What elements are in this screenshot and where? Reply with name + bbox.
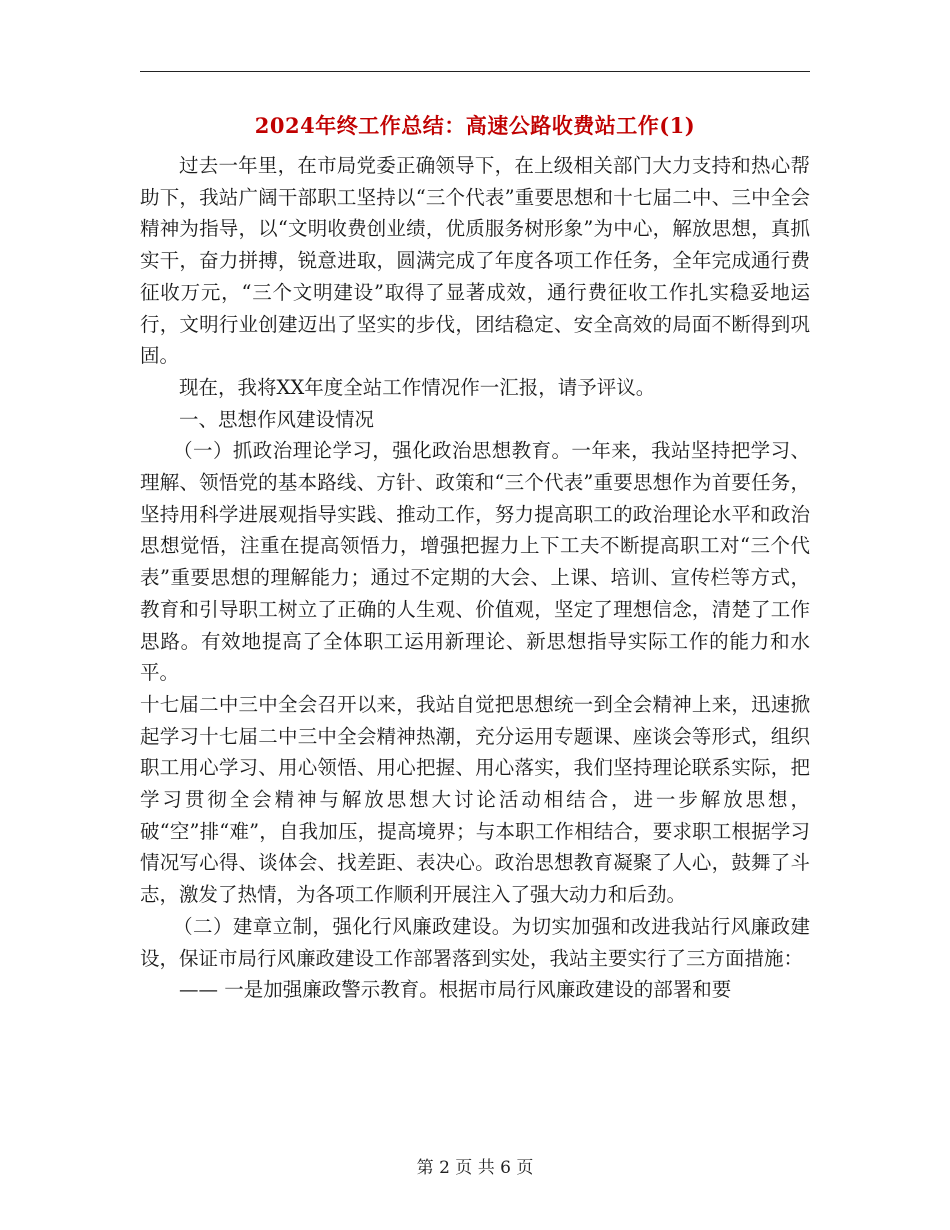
header-rule [140,71,810,72]
paragraph-integrity-building: （二）建章立制，强化行风廉政建设。为切实加强和改进我站行风廉政建设，保证市局行风廉政建设工作部署落到实处，我站主要实行了三方面措施： [140,914,810,970]
paragraph-plenary-session: 十七届二中三中全会召开以来，我站自觉把思想统一到全会精神上来，迅速掀起学习十七届二中三中全会精神热潮，充分运用专题课、座谈会等形式，组织职工用心学习、用心领悟、用心把握、用心落实，我们坚持理论联系实际，把学习贯彻全会精神与解放思想大讨论活动相结合，进一步解放思想，破“空”排“难”，自我加压，提高境界；与本职工作相结合，要求职工根据学习情况写心得、谈体会、找差距、表决心。政治思想教育凝聚了人心，鼓舞了斗志，激发了热情，为各项工作顺利开展注入了强大动力和后劲。 [140,692,810,907]
paragraph-political-study: （一）抓政治理论学习，强化政治思想教育。一年来，我站坚持把学习、理解、领悟党的基本路线、方针、政策和“三个代表”重要思想作为首要任务，坚持用科学进展观指导实践、推动工作，努力提高职工的政治理论水平和政治思想觉悟，注重在提高领悟力，增强把握力上下工夫不断提高职工对“三个代表”重要思想的理解能力；通过不定期的大会、上课、培训、宣传栏等方式，教育和引导职工树立了正确的人生观、价值观，坚定了理想信念，清楚了工作思路。有效地提高了全体职工运用新理论、新思想指导实际工作的能力和水平。 [140,439,810,685]
paragraph-report: 现在，我将XX年度全站工作情况作一汇报，请予评议。 [179,375,656,399]
section-heading-1: 一、思想作风建设情况 [179,407,375,431]
paragraph-warning-education: —— 一是加强廉政警示教育。根据市局行风廉政建设的部署和要 [179,978,732,1002]
page-number: 第 2 页 共 6 页 [416,1158,534,1178]
paragraph-intro: 过去一年里，在市局党委正确领导下，在上级相关部门大力支持和热心帮助下，我站广阔干部职工坚持以“三个代表”重要思想和十七届二中、三中全会精神为指导，以“文明收费创业绩，优质服务树形象”为中心，解放思想，真抓实干，奋力拼搏，锐意进取，圆满完成了年度各项工作任务，全年完成通行费征收万元，“三个文明建设”取得了显著成效，通行费征收工作扎实稳妥地运行，文明行业创建迈出了坚实的步伐，团结稳定、安全高效的局面不断得到巩固。 [140,154,810,368]
document-title: 2024年终工作总结：高速公路收费站工作(1) [254,113,696,138]
document-body [140,150,810,1006]
